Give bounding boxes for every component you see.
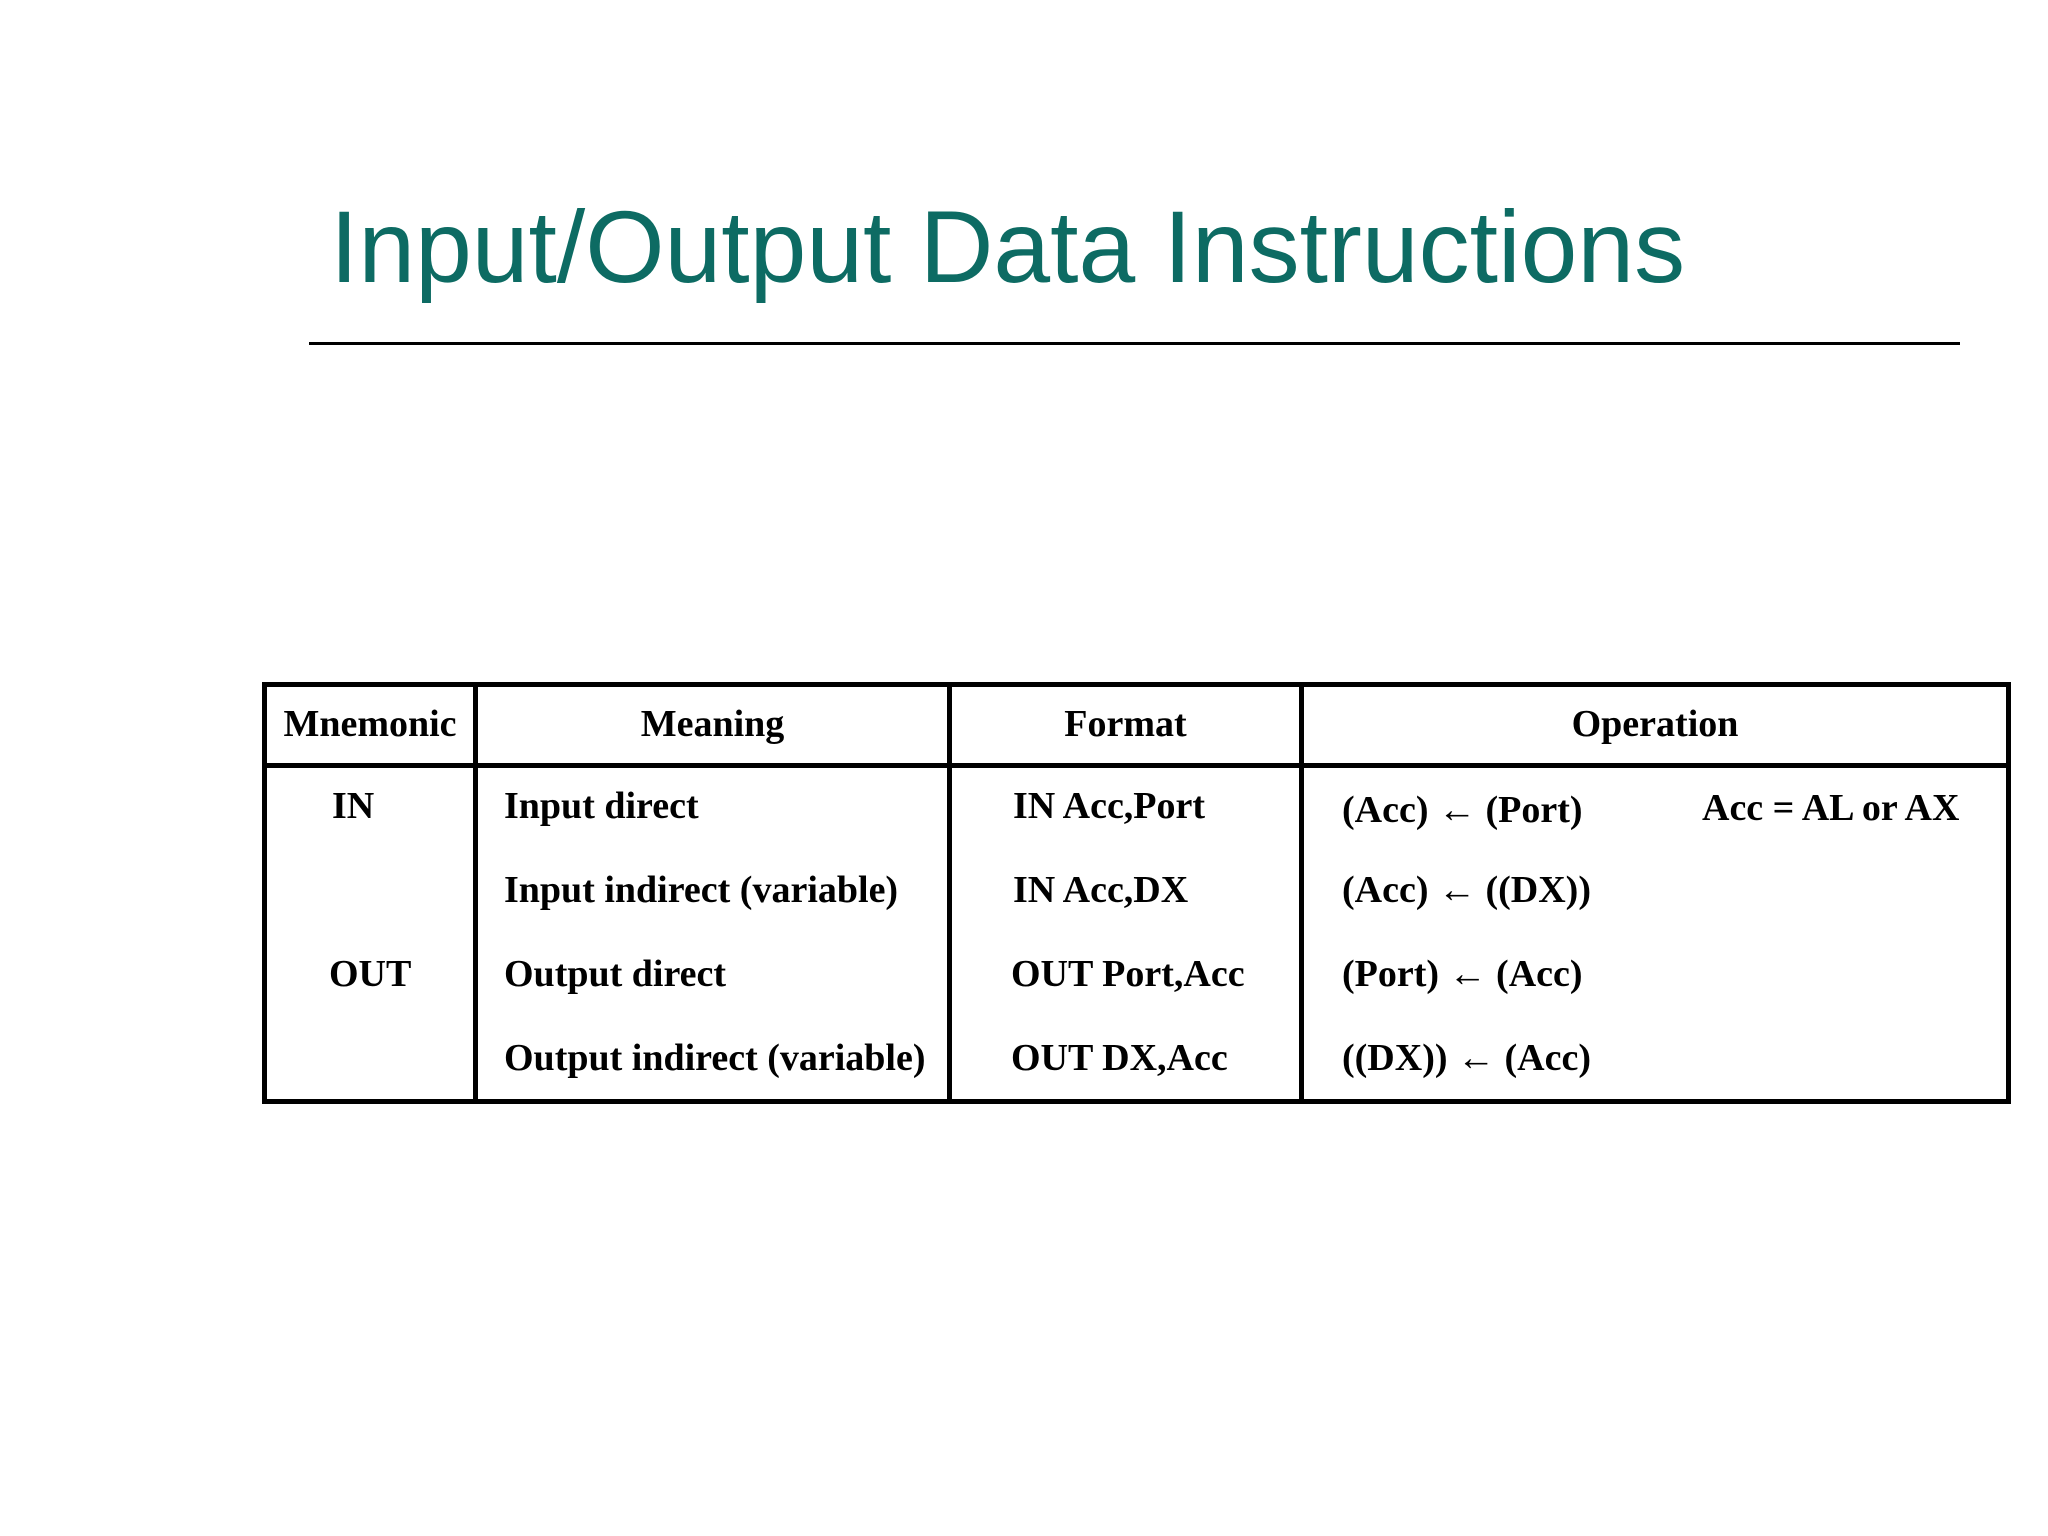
row-2-meaning: Input indirect (variable)	[504, 869, 899, 911]
row-4-operation: ((DX)) ← (Acc)	[1342, 1037, 1591, 1079]
header-operation: Operation	[1571, 703, 1739, 745]
column-divider	[947, 687, 952, 1099]
row-1-format: IN Acc,Port	[1013, 785, 1206, 827]
acc-register-note: Acc = AL or AX	[1702, 787, 1960, 829]
row-4-meaning: Output indirect (variable)	[504, 1037, 926, 1079]
row-2-operation: (Acc) ← ((DX))	[1342, 869, 1591, 911]
column-divider	[1299, 687, 1304, 1099]
title-divider	[309, 342, 1960, 345]
slide-title: Input/Output Data Instructions	[330, 190, 1686, 304]
row-3-meaning: Output direct	[504, 953, 727, 995]
row-3-mnemonic: OUT	[329, 953, 412, 995]
row-3-operation: (Port) ← (Acc)	[1342, 953, 1583, 995]
row-2-format: IN Acc,DX	[1013, 869, 1189, 911]
row-1-operation: (Acc) ← (Port)	[1342, 789, 1583, 831]
row-1-meaning: Input direct	[504, 785, 699, 827]
header-divider	[267, 763, 2006, 768]
header-meaning: Meaning	[640, 703, 785, 745]
header-format: Format	[1064, 703, 1187, 745]
column-divider	[473, 687, 478, 1099]
row-1-mnemonic: IN	[332, 785, 375, 827]
row-4-format: OUT DX,Acc	[1011, 1037, 1228, 1079]
row-3-format: OUT Port,Acc	[1011, 953, 1245, 995]
header-mnemonic: Mnemonic	[283, 703, 457, 745]
io-instructions-table	[262, 682, 2011, 1104]
